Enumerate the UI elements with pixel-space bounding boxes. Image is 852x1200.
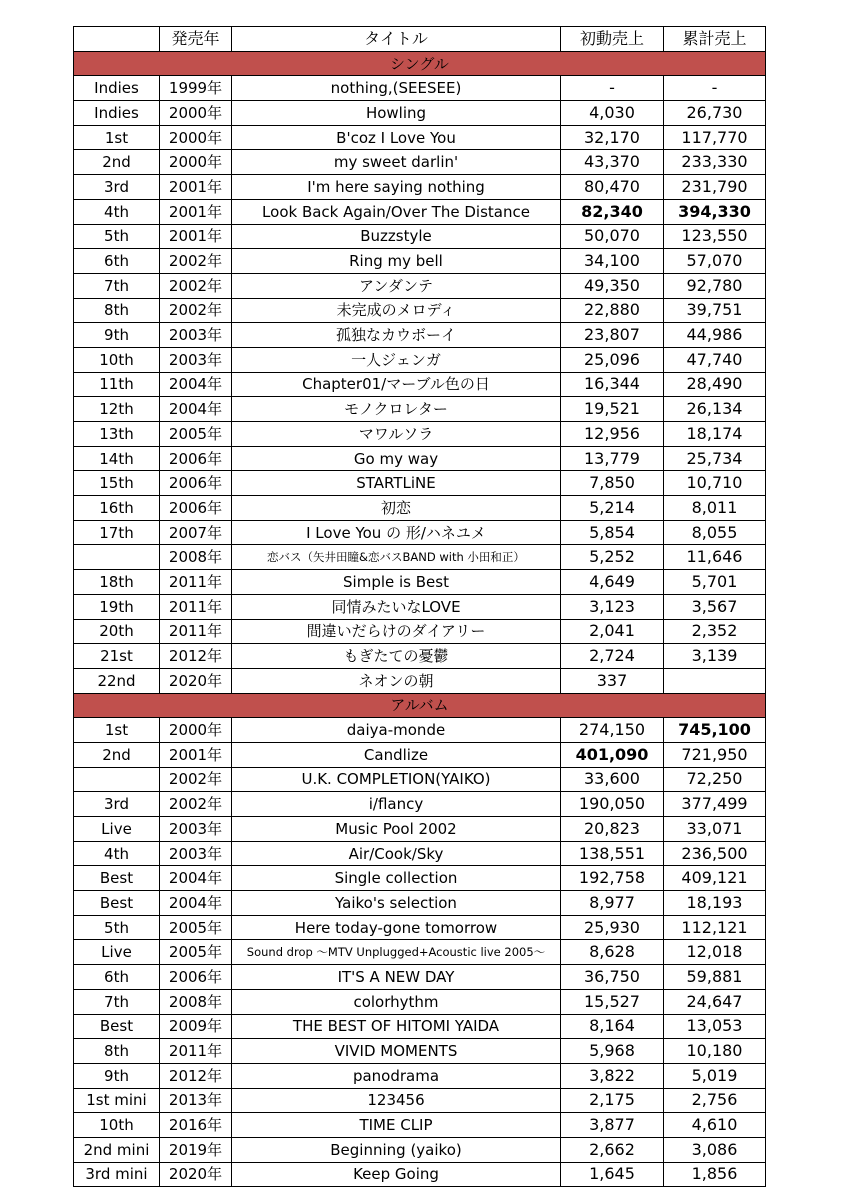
cell-number: 3rd mini (74, 1162, 160, 1187)
table-row (74, 175, 766, 200)
cell-first-week: 15,527 (561, 989, 664, 1014)
cell-title: Here today-gone tomorrow (232, 915, 561, 940)
cell-year: 2001年 (160, 742, 232, 767)
cell-title: B'coz I Love You (232, 125, 561, 150)
cell-title: 一人ジェンガ (232, 347, 561, 372)
table-row (74, 545, 766, 570)
cell-year: 2012年 (160, 644, 232, 669)
cell-title: colorhythm (232, 989, 561, 1014)
cell-title: Keep Going (232, 1162, 561, 1187)
cell-number: 2nd mini (74, 1137, 160, 1162)
cell-first-week: 22,880 (561, 298, 664, 323)
table-row (74, 298, 766, 323)
cell-year: 2016年 (160, 1113, 232, 1138)
table-row (74, 570, 766, 595)
cell-year: 2006年 (160, 965, 232, 990)
table-row (74, 644, 766, 669)
cell-number: Best (74, 891, 160, 916)
cell-number: 3rd (74, 792, 160, 817)
table-row (74, 273, 766, 298)
cell-number: 16th (74, 496, 160, 521)
table-row (74, 1088, 766, 1113)
cell-year: 2004年 (160, 866, 232, 891)
table-row (74, 989, 766, 1014)
cell-title: 未完成のメロディ (232, 298, 561, 323)
cell-first-week: 13,779 (561, 446, 664, 471)
cell-number: 21st (74, 644, 160, 669)
table-row (74, 249, 766, 274)
cell-first-week: 25,930 (561, 915, 664, 940)
cell-year: 2006年 (160, 471, 232, 496)
cell-title: Candlize (232, 742, 561, 767)
cell-first-week: 1,645 (561, 1162, 664, 1187)
cell-total: 3,086 (664, 1137, 766, 1162)
cell-first-week: 3,822 (561, 1063, 664, 1088)
cell-first-week: 7,850 (561, 471, 664, 496)
cell-first-week: 34,100 (561, 249, 664, 274)
cell-first-week: 192,758 (561, 866, 664, 891)
cell-number: 19th (74, 594, 160, 619)
cell-total: 25,734 (664, 446, 766, 471)
cell-first-week: 190,050 (561, 792, 664, 817)
cell-total: 3,567 (664, 594, 766, 619)
cell-total: 5,701 (664, 570, 766, 595)
cell-total: 13,053 (664, 1014, 766, 1039)
cell-total: 10,710 (664, 471, 766, 496)
cell-title: IT'S A NEW DAY (232, 965, 561, 990)
cell-first-week: 5,252 (561, 545, 664, 570)
cell-year: 2003年 (160, 347, 232, 372)
table-row (74, 323, 766, 348)
cell-number: 5th (74, 224, 160, 249)
cell-title: panodrama (232, 1063, 561, 1088)
cell-total: 59,881 (664, 965, 766, 990)
cell-total: 26,134 (664, 397, 766, 422)
table-row (74, 1063, 766, 1088)
table-row (74, 594, 766, 619)
cell-year: 2006年 (160, 496, 232, 521)
cell-year: 2004年 (160, 891, 232, 916)
cell-total: 409,121 (664, 866, 766, 891)
cell-number: 1st mini (74, 1088, 160, 1113)
cell-total: 72,250 (664, 767, 766, 792)
cell-number: Best (74, 1014, 160, 1039)
cell-title: daiya-monde (232, 718, 561, 743)
cell-first-week: 2,662 (561, 1137, 664, 1162)
cell-total: 10,180 (664, 1039, 766, 1064)
cell-title: ネオンの朝 (232, 668, 561, 693)
cell-total: 3,139 (664, 644, 766, 669)
table-row (74, 471, 766, 496)
cell-title: Yaiko's selection (232, 891, 561, 916)
cell-number: 22nd (74, 668, 160, 693)
section-row-singles (74, 51, 766, 76)
cell-first-week: - (561, 76, 664, 101)
cell-first-week: 5,214 (561, 496, 664, 521)
cell-total: 8,011 (664, 496, 766, 521)
cell-year: 2000年 (160, 101, 232, 126)
cell-first-week: 43,370 (561, 150, 664, 175)
cell-total: 2,352 (664, 619, 766, 644)
cell-number: 4th (74, 841, 160, 866)
cell-number: 4th (74, 199, 160, 224)
cell-number (74, 545, 160, 570)
cell-year: 2002年 (160, 298, 232, 323)
cell-number: 2nd (74, 742, 160, 767)
cell-title: Sound drop ～MTV Unplugged+Acoustic live 2005～ (232, 940, 561, 965)
cell-number: 2nd (74, 150, 160, 175)
cell-title: nothing,(SEESEE) (232, 76, 561, 101)
cell-year: 2001年 (160, 199, 232, 224)
table-row (74, 520, 766, 545)
cell-first-week: 4,649 (561, 570, 664, 595)
cell-title: 同情みたいなLOVE (232, 594, 561, 619)
cell-first-week: 2,724 (561, 644, 664, 669)
table-row (74, 125, 766, 150)
cell-year: 2000年 (160, 125, 232, 150)
cell-year: 2019年 (160, 1137, 232, 1162)
cell-total: 26,730 (664, 101, 766, 126)
cell-year: 2004年 (160, 372, 232, 397)
table-row (74, 446, 766, 471)
table-row (74, 1162, 766, 1187)
cell-total: 28,490 (664, 372, 766, 397)
cell-number: 10th (74, 347, 160, 372)
cell-first-week: 337 (561, 668, 664, 693)
cell-total: 8,055 (664, 520, 766, 545)
cell-year: 1999年 (160, 76, 232, 101)
cell-first-week: 23,807 (561, 323, 664, 348)
cell-title: 123456 (232, 1088, 561, 1113)
cell-number (74, 767, 160, 792)
table-row (74, 397, 766, 422)
cell-title: my sweet darlin' (232, 150, 561, 175)
cell-title: Buzzstyle (232, 224, 561, 249)
cell-title: STARTLiNE (232, 471, 561, 496)
cell-total: 18,193 (664, 891, 766, 916)
cell-title: Howling (232, 101, 561, 126)
cell-total: 92,780 (664, 273, 766, 298)
cell-total: 12,018 (664, 940, 766, 965)
cell-title: i/flancy (232, 792, 561, 817)
cell-first-week: 20,823 (561, 817, 664, 842)
cell-number: Live (74, 940, 160, 965)
cell-year: 2003年 (160, 817, 232, 842)
cell-title: I Love You の 形/ハネユメ (232, 520, 561, 545)
cell-first-week: 5,968 (561, 1039, 664, 1064)
cell-first-week: 16,344 (561, 372, 664, 397)
cell-year: 2013年 (160, 1088, 232, 1113)
table-row (74, 372, 766, 397)
cell-year: 2008年 (160, 545, 232, 570)
cell-total: 236,500 (664, 841, 766, 866)
cell-first-week: 3,123 (561, 594, 664, 619)
header-no (74, 27, 160, 52)
table-row (74, 1137, 766, 1162)
cell-title: Music Pool 2002 (232, 817, 561, 842)
table-row (74, 1039, 766, 1064)
cell-first-week: 3,877 (561, 1113, 664, 1138)
header-row (74, 27, 766, 52)
cell-total: 18,174 (664, 422, 766, 447)
cell-total: 24,647 (664, 989, 766, 1014)
header-title: タイトル (232, 27, 561, 52)
cell-first-week: 2,175 (561, 1088, 664, 1113)
cell-first-week: 80,470 (561, 175, 664, 200)
cell-year: 2002年 (160, 792, 232, 817)
cell-title: もぎたての憂鬱 (232, 644, 561, 669)
cell-number: 13th (74, 422, 160, 447)
cell-number: Indies (74, 101, 160, 126)
cell-first-week: 19,521 (561, 397, 664, 422)
cell-total (664, 668, 766, 693)
cell-year: 2001年 (160, 224, 232, 249)
cell-total: 4,610 (664, 1113, 766, 1138)
cell-total: 11,646 (664, 545, 766, 570)
cell-number: Best (74, 866, 160, 891)
cell-first-week: 33,600 (561, 767, 664, 792)
cell-title: Ring my bell (232, 249, 561, 274)
cell-total: 112,121 (664, 915, 766, 940)
table-row (74, 866, 766, 891)
cell-number: 14th (74, 446, 160, 471)
cell-total: 231,790 (664, 175, 766, 200)
cell-first-week: 138,551 (561, 841, 664, 866)
table-row (74, 199, 766, 224)
cell-number: Live (74, 817, 160, 842)
cell-first-week: 5,854 (561, 520, 664, 545)
header-year: 発売年 (160, 27, 232, 52)
cell-first-week: 82,340 (561, 199, 664, 224)
cell-total: 57,070 (664, 249, 766, 274)
cell-first-week: 2,041 (561, 619, 664, 644)
cell-total: 117,770 (664, 125, 766, 150)
cell-total: - (664, 76, 766, 101)
cell-year: 2009年 (160, 1014, 232, 1039)
table-row (74, 347, 766, 372)
cell-title: THE BEST OF HITOMI YAIDA (232, 1014, 561, 1039)
cell-title: Chapter01/マーブル色の日 (232, 372, 561, 397)
cell-title: TIME CLIP (232, 1113, 561, 1138)
cell-year: 2003年 (160, 323, 232, 348)
cell-total: 44,986 (664, 323, 766, 348)
cell-year: 2012年 (160, 1063, 232, 1088)
cell-number: 18th (74, 570, 160, 595)
table-row (74, 224, 766, 249)
cell-title: Air/Cook/Sky (232, 841, 561, 866)
cell-year: 2020年 (160, 1162, 232, 1187)
section-label-singles: シングル (74, 51, 766, 76)
cell-year: 2002年 (160, 249, 232, 274)
cell-title: Go my way (232, 446, 561, 471)
cell-first-week: 12,956 (561, 422, 664, 447)
cell-number: 15th (74, 471, 160, 496)
cell-year: 2002年 (160, 767, 232, 792)
cell-total: 377,499 (664, 792, 766, 817)
cell-total: 33,071 (664, 817, 766, 842)
table-row (74, 76, 766, 101)
cell-number: 20th (74, 619, 160, 644)
cell-title: モノクロレター (232, 397, 561, 422)
cell-total: 394,330 (664, 199, 766, 224)
cell-number: 10th (74, 1113, 160, 1138)
cell-total: 233,330 (664, 150, 766, 175)
cell-first-week: 32,170 (561, 125, 664, 150)
cell-year: 2000年 (160, 718, 232, 743)
table-row (74, 792, 766, 817)
cell-title: アンダンテ (232, 273, 561, 298)
table-row (74, 817, 766, 842)
table-row (74, 915, 766, 940)
cell-first-week: 8,977 (561, 891, 664, 916)
cell-year: 2008年 (160, 989, 232, 1014)
cell-title: マワルソラ (232, 422, 561, 447)
cell-title: Single collection (232, 866, 561, 891)
table-row (74, 668, 766, 693)
cell-title: 孤独なカウボーイ (232, 323, 561, 348)
cell-title: U.K. COMPLETION(YAIKO) (232, 767, 561, 792)
cell-number: 8th (74, 1039, 160, 1064)
cell-title: 初恋 (232, 496, 561, 521)
cell-title: 間違いだらけのダイアリー (232, 619, 561, 644)
cell-number: 6th (74, 249, 160, 274)
cell-total: 123,550 (664, 224, 766, 249)
cell-first-week: 401,090 (561, 742, 664, 767)
cell-number: 9th (74, 323, 160, 348)
cell-total: 2,756 (664, 1088, 766, 1113)
cell-number: 3rd (74, 175, 160, 200)
table-row (74, 422, 766, 447)
cell-year: 2011年 (160, 1039, 232, 1064)
cell-title: Look Back Again/Over The Distance (232, 199, 561, 224)
cell-year: 2001年 (160, 175, 232, 200)
cell-first-week: 8,628 (561, 940, 664, 965)
cell-first-week: 8,164 (561, 1014, 664, 1039)
section-label-albums: アルバム (74, 693, 766, 718)
cell-year: 2011年 (160, 570, 232, 595)
sales-table-sheet (73, 26, 765, 1187)
cell-total: 5,019 (664, 1063, 766, 1088)
cell-first-week: 50,070 (561, 224, 664, 249)
cell-number: 7th (74, 989, 160, 1014)
cell-title: 恋バス（矢井田瞳&恋バスBAND with 小田和正） (232, 545, 561, 570)
cell-year: 2000年 (160, 150, 232, 175)
cell-year: 2004年 (160, 397, 232, 422)
cell-total: 1,856 (664, 1162, 766, 1187)
table-row (74, 742, 766, 767)
table-row (74, 891, 766, 916)
cell-year: 2006年 (160, 446, 232, 471)
cell-year: 2005年 (160, 940, 232, 965)
cell-title: Simple is Best (232, 570, 561, 595)
cell-year: 2011年 (160, 594, 232, 619)
cell-first-week: 36,750 (561, 965, 664, 990)
cell-number: 12th (74, 397, 160, 422)
table-row (74, 767, 766, 792)
cell-first-week: 49,350 (561, 273, 664, 298)
table-row (74, 841, 766, 866)
cell-total: 745,100 (664, 718, 766, 743)
cell-number: 9th (74, 1063, 160, 1088)
header-first-week: 初動売上 (561, 27, 664, 52)
cell-number: 1st (74, 718, 160, 743)
cell-first-week: 274,150 (561, 718, 664, 743)
table-row (74, 1113, 766, 1138)
sales-table (73, 26, 766, 1187)
cell-title: I'm here saying nothing (232, 175, 561, 200)
cell-number: 6th (74, 965, 160, 990)
cell-title: Beginning (yaiko) (232, 1137, 561, 1162)
table-row (74, 150, 766, 175)
table-row (74, 619, 766, 644)
cell-total: 39,751 (664, 298, 766, 323)
cell-first-week: 25,096 (561, 347, 664, 372)
cell-number: 8th (74, 298, 160, 323)
table-row (74, 965, 766, 990)
cell-year: 2011年 (160, 619, 232, 644)
cell-number: 7th (74, 273, 160, 298)
cell-total: 721,950 (664, 742, 766, 767)
cell-number: 17th (74, 520, 160, 545)
cell-year: 2005年 (160, 915, 232, 940)
cell-number: Indies (74, 76, 160, 101)
section-row-albums (74, 693, 766, 718)
cell-number: 11th (74, 372, 160, 397)
cell-total: 47,740 (664, 347, 766, 372)
table-row (74, 1014, 766, 1039)
cell-title: VIVID MOMENTS (232, 1039, 561, 1064)
cell-year: 2002年 (160, 273, 232, 298)
cell-year: 2020年 (160, 668, 232, 693)
cell-year: 2005年 (160, 422, 232, 447)
cell-number: 5th (74, 915, 160, 940)
table-row (74, 940, 766, 965)
table-row (74, 718, 766, 743)
cell-year: 2007年 (160, 520, 232, 545)
table-row (74, 101, 766, 126)
cell-number: 1st (74, 125, 160, 150)
cell-year: 2003年 (160, 841, 232, 866)
cell-first-week: 4,030 (561, 101, 664, 126)
table-row (74, 496, 766, 521)
header-total: 累計売上 (664, 27, 766, 52)
